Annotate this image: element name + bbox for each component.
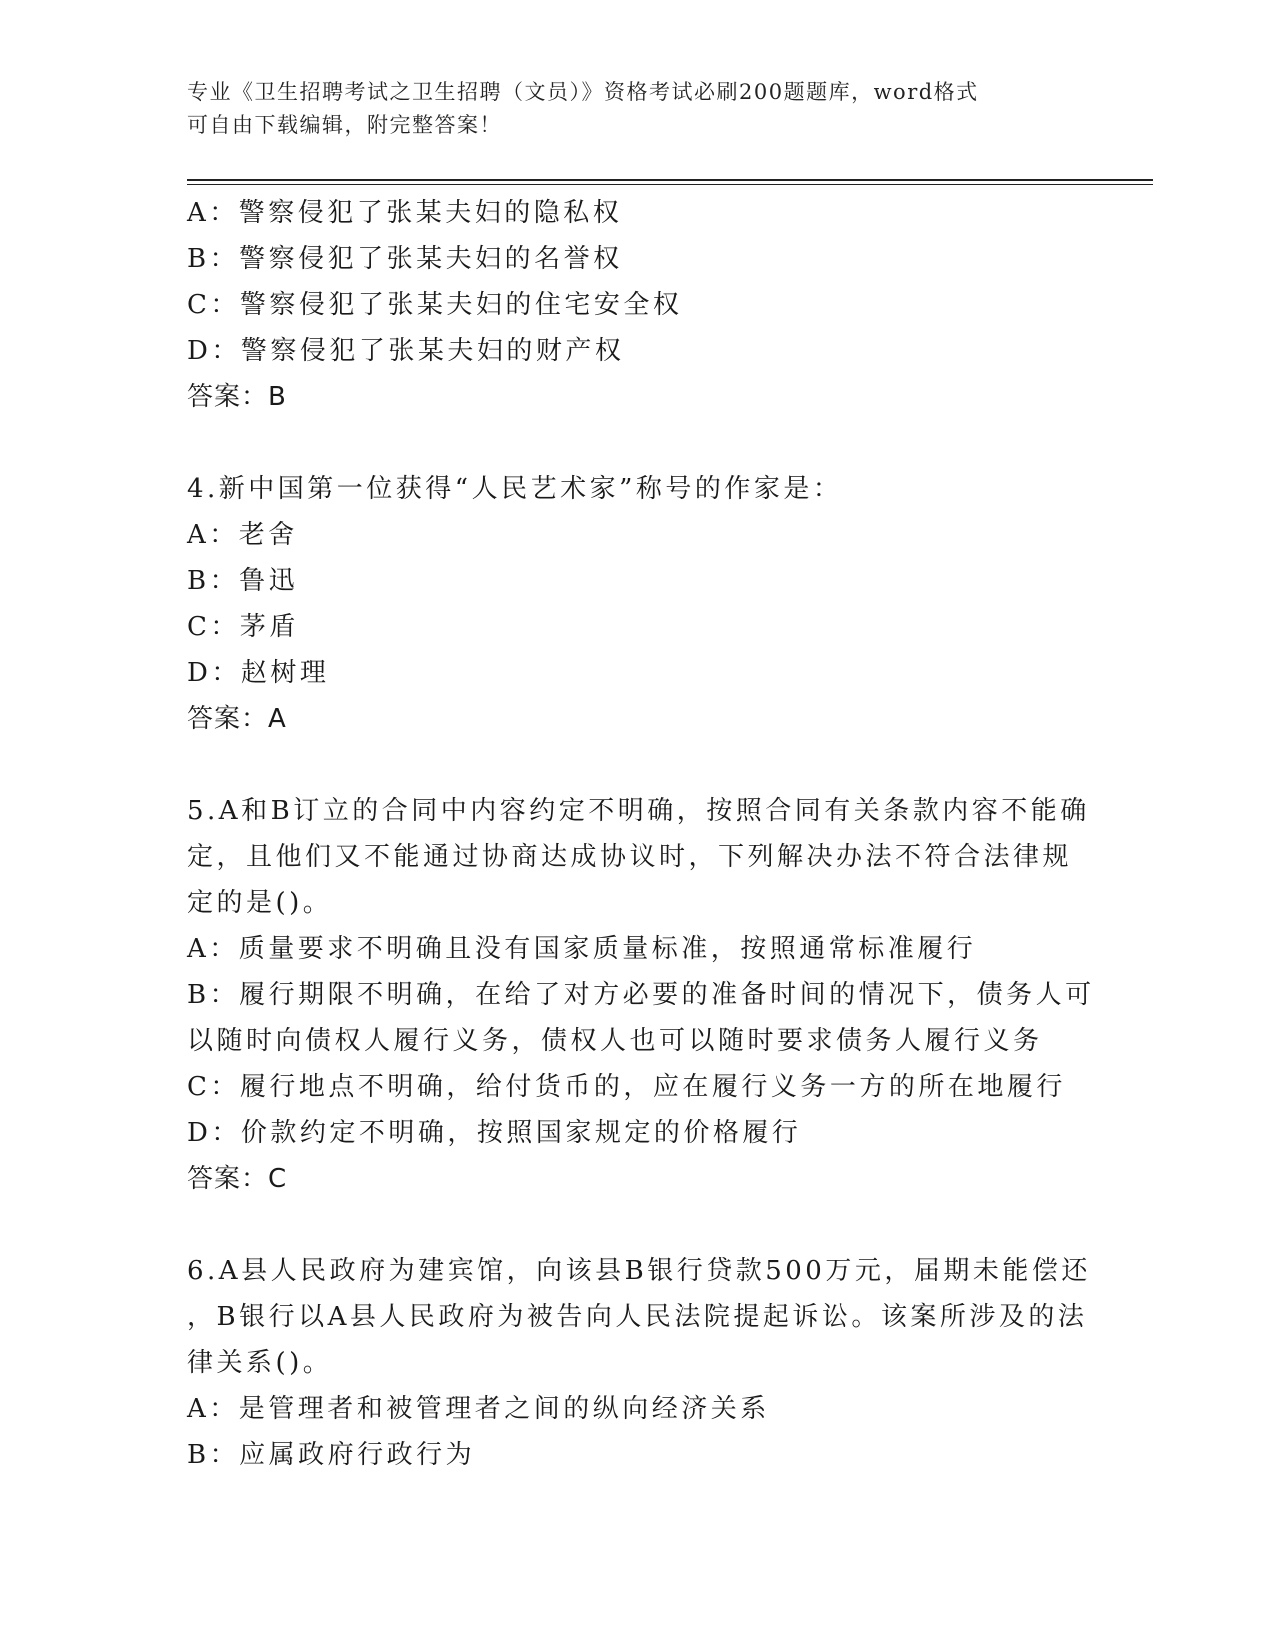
question-list <box>187 190 1095 1478</box>
answer-line: 答案：C <box>187 1164 288 1194</box>
option-c: C：茅盾 <box>187 612 299 642</box>
answer-line: 答案：A <box>187 704 287 734</box>
option-d: D：价款约定不明确，按照国家规定的价格履行 <box>187 1118 802 1148</box>
question-text: 6.A县人民政府为建宾馆，向该县B银行贷款500万元，届期未能偿还 <box>187 1256 1091 1286</box>
option-a: A：是管理者和被管理者之间的纵向经济关系 <box>187 1394 770 1424</box>
document-header <box>187 76 1067 142</box>
option-b: B：履行期限不明确，在给了对方必要的准备时间的情况下，债务人可 <box>187 980 1095 1010</box>
spacer <box>187 1202 1087 1248</box>
question-4 <box>187 466 1087 742</box>
question-5 <box>187 788 1095 1202</box>
spacer <box>187 742 1087 788</box>
question-text: ，B银行以A县人民政府为被告向人民法院提起诉讼。该案所涉及的法 <box>187 1302 1088 1332</box>
question-text: 4.新中国第一位获得“人民艺术家”称号的作家是： <box>187 474 843 504</box>
option-b-continued: 以随时向债权人履行义务，债权人也可以随时要求债务人履行义务 <box>187 1026 1043 1056</box>
option-b: B：鲁迅 <box>187 566 299 596</box>
question-text: 5.A和B订立的合同中内容约定不明确，按照合同有关条款内容不能确 <box>187 796 1090 826</box>
option-d: D：赵树理 <box>187 658 330 688</box>
question-6 <box>187 1248 1091 1478</box>
option-a: A：警察侵犯了张某夫妇的隐私权 <box>187 198 623 228</box>
option-b: B：警察侵犯了张某夫妇的名誉权 <box>187 244 623 274</box>
answer-line: 答案：B <box>187 382 287 412</box>
header-line-2: 可自由下载编辑，附完整答案！ <box>187 113 502 137</box>
question-text: 律关系()。 <box>187 1348 333 1378</box>
option-c: C：警察侵犯了张某夫妇的住宅安全权 <box>187 290 683 320</box>
option-b: B：应属政府行政行为 <box>187 1440 476 1470</box>
header-divider-thin <box>187 184 1153 185</box>
spacer <box>187 420 1087 466</box>
option-d: D：警察侵犯了张某夫妇的财产权 <box>187 336 625 366</box>
option-c: C：履行地点不明确，给付货币的，应在履行义务一方的所在地履行 <box>187 1072 1066 1102</box>
question-text: 定，且他们又不能通过协商达成协议时，下列解决办法不符合法律规 <box>187 842 1073 872</box>
header-line-1: 专业《卫生招聘考试之卫生招聘（文员）》资格考试必刷200题题库，word格式 <box>187 80 979 104</box>
option-a: A：老舍 <box>187 520 298 550</box>
header-divider-thick <box>187 179 1153 181</box>
option-a: A：质量要求不明确且没有国家质量标准，按照通常标准履行 <box>187 934 977 964</box>
question-3 <box>187 190 1087 420</box>
question-text: 定的是()。 <box>187 888 333 918</box>
